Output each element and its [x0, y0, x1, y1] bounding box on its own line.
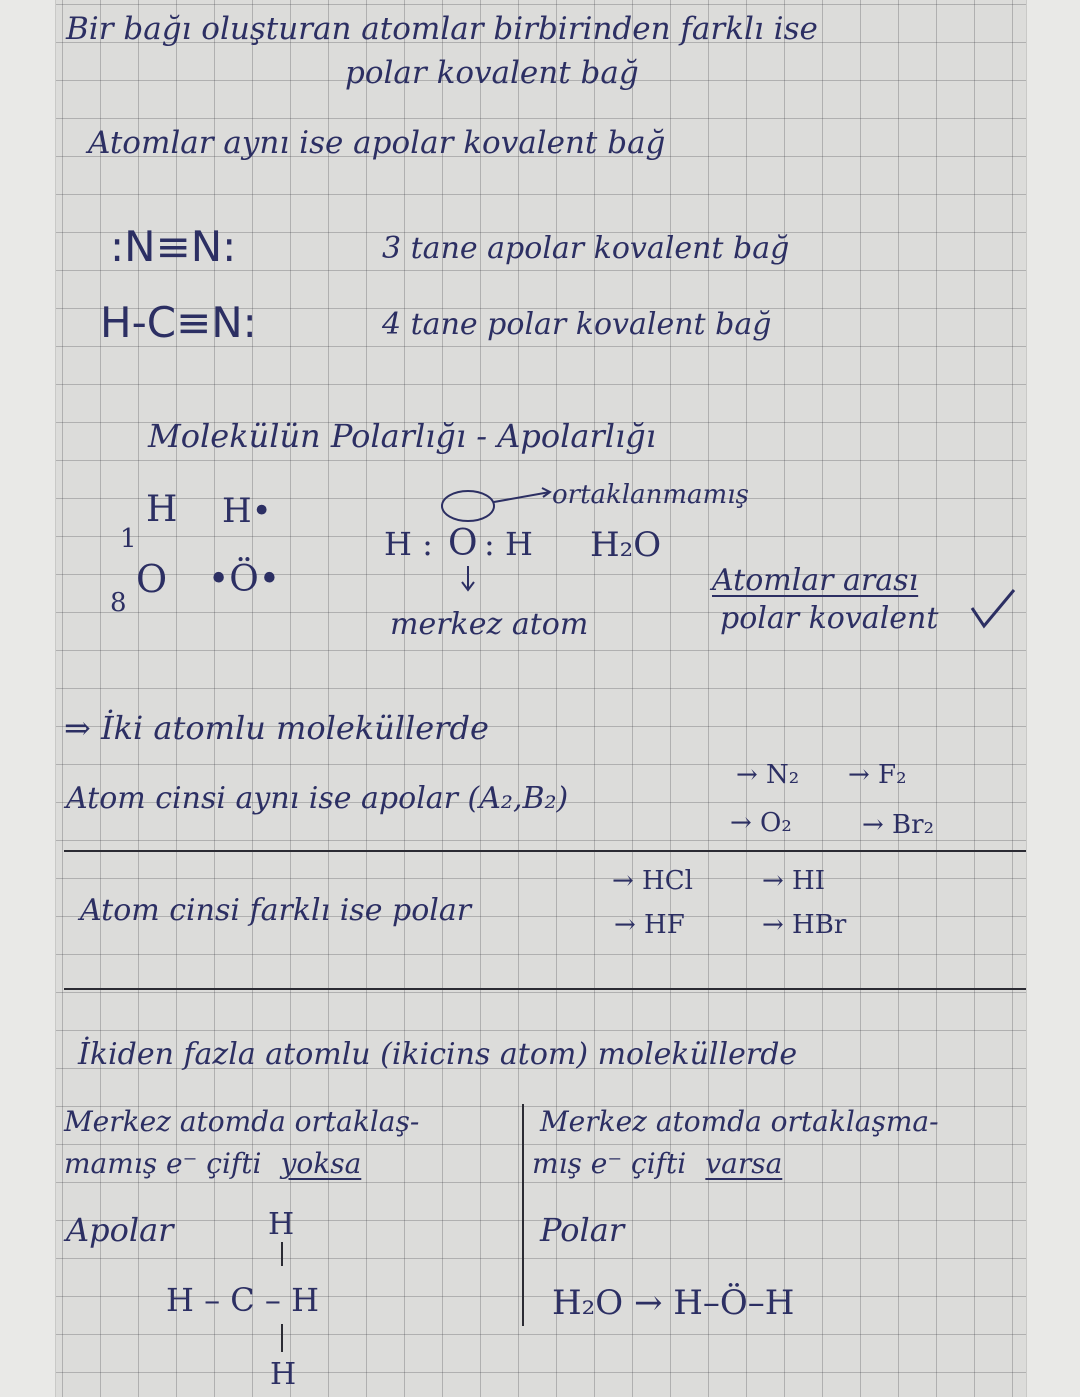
ch4-top-h: H	[268, 1207, 295, 1242]
ch4-middle: H – C – H	[166, 1281, 319, 1319]
example-f2: → F₂	[848, 760, 907, 790]
o-lewis: •Ö•	[208, 559, 280, 600]
example-hbr: → HBr	[762, 910, 847, 940]
example-hcl: → HCl	[612, 866, 693, 896]
right-line-2-text: mış e⁻ çifti	[532, 1147, 687, 1180]
divider-1	[64, 850, 1026, 852]
example-hi: → HI	[762, 866, 825, 896]
h-symbol: H	[146, 489, 178, 530]
left-condition: yoksa	[280, 1147, 362, 1180]
water-lewis-right: : H	[484, 525, 533, 563]
unshared-label: ortaklanmamış	[552, 480, 749, 510]
diatomic-same-rule: Atom cinsi aynı ise apolar (A₂,B₂)	[66, 781, 569, 816]
diatomic-diff-rule: Atom cinsi farklı ise polar	[80, 893, 472, 928]
ch4-bond-top	[281, 1242, 283, 1266]
right-condition: varsa	[705, 1147, 783, 1180]
h-lewis: H•	[222, 491, 272, 531]
n2-description: 3 tane apolar kovalent bağ	[382, 231, 790, 266]
unshared-pair-marker	[430, 484, 570, 604]
column-divider	[522, 1104, 524, 1326]
right-line-2	[532, 1147, 783, 1180]
right-line-1: Merkez atomda ortaklaşma-	[540, 1105, 939, 1138]
left-result: Apolar	[66, 1211, 174, 1249]
notebook-page	[56, 0, 1026, 1397]
divider-2	[64, 988, 1026, 990]
example-hf: → HF	[614, 910, 685, 940]
ch4-bottom-h: H	[270, 1357, 297, 1392]
left-line-2	[64, 1147, 362, 1180]
note-line-1: Atomlar arası	[712, 563, 919, 598]
hcn-lewis: H-C≡N:	[100, 298, 257, 347]
intro-line-3: Atomlar aynı ise apolar kovalent bağ	[88, 125, 666, 161]
h-atomic-number: 1	[120, 524, 137, 554]
intro-line-2: polar kovalent bağ	[345, 55, 639, 91]
check-mark-icon	[968, 586, 1018, 634]
left-line-1: Merkez atomda ortaklaş-	[64, 1105, 420, 1138]
diatomic-heading: ⇒ İki atomlu moleküllerde	[64, 709, 489, 747]
molecule-section-title: Molekülün Polarlığı - Apolarlığı	[148, 417, 656, 455]
example-n2: → N₂	[736, 760, 800, 790]
o-atomic-number: 8	[110, 588, 127, 618]
n2-lewis: :N≡N:	[110, 222, 237, 271]
left-line-2-text: mamış e⁻ çifti	[64, 1147, 262, 1180]
water-formula: H₂O	[590, 525, 662, 565]
example-br2: → Br₂	[862, 810, 935, 840]
note-line-2: polar kovalent	[720, 601, 939, 636]
water-lewis-left: H :	[384, 525, 433, 563]
example-o2: → O₂	[730, 808, 792, 838]
center-atom-label: merkez atom	[390, 607, 589, 642]
polyatomic-heading: İkiden fazla atomlu (ikicins atom) moleküllerde	[78, 1037, 798, 1072]
water-lewis-o: O	[448, 523, 478, 564]
right-result: Polar	[540, 1211, 625, 1249]
hcn-description: 4 tane polar kovalent bağ	[382, 307, 772, 342]
ch4-bond-bottom	[281, 1324, 283, 1352]
intro-line-1: Bir bağı oluşturan atomlar birbirinden farklı ise	[66, 11, 818, 47]
water-structure: H₂O → H–Ö–H	[552, 1283, 795, 1323]
o-symbol: O	[136, 557, 168, 601]
